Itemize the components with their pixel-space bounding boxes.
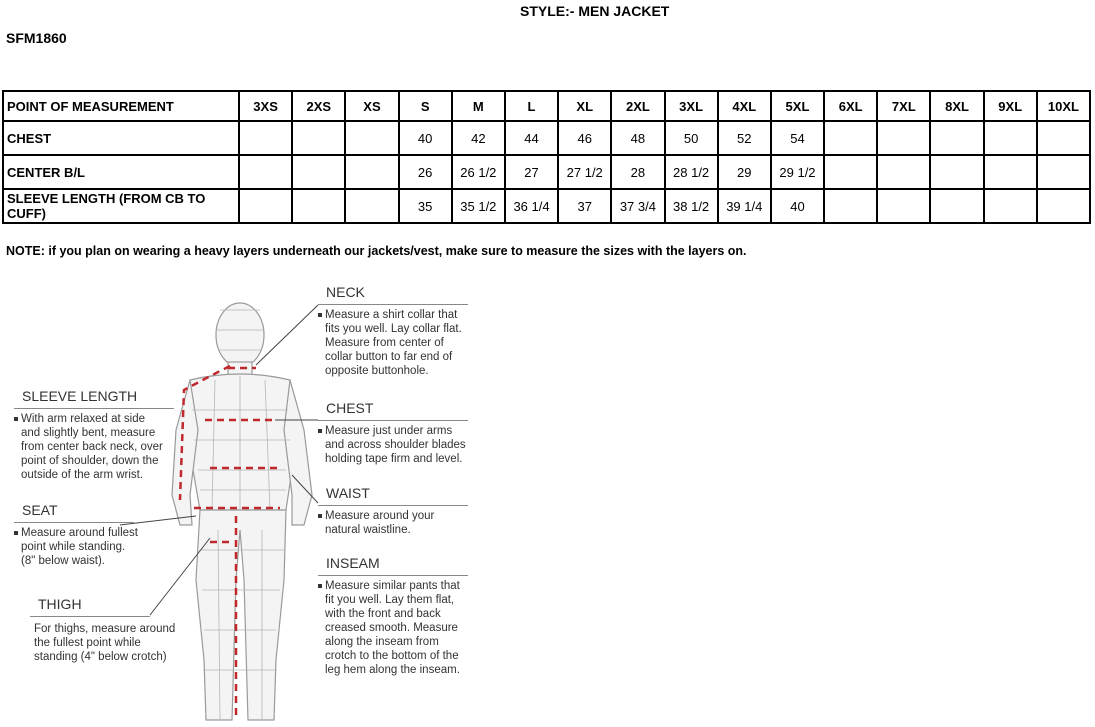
table-cell (1037, 121, 1090, 155)
table-cell: 35 1/2 (452, 189, 505, 223)
table-cell (292, 121, 345, 155)
table-cell: 39 1/4 (718, 189, 771, 223)
table-cell: 26 (399, 155, 452, 189)
table-cell (239, 189, 292, 223)
col-header: 5XL (771, 91, 824, 121)
table-cell: 37 3/4 (611, 189, 664, 223)
table-header-row (3, 91, 1090, 121)
table-cell: 44 (505, 121, 558, 155)
table-cell: 35 (399, 189, 452, 223)
table-cell (984, 121, 1037, 155)
layering-note: NOTE: if you plan on wearing a heavy layers underneath our jackets/vest, make sure to measure the sizes with the layers on. (6, 244, 747, 258)
col-header: 8XL (930, 91, 983, 121)
table-cell (239, 121, 292, 155)
inseam-title: INSEAM (326, 555, 380, 571)
table-cell: 27 (505, 155, 558, 189)
chest-instructions: Measure just under arms and across shoulder blades holding tape firm and level. (318, 424, 466, 466)
table-cell (292, 189, 345, 223)
table-cell (824, 155, 877, 189)
table-cell (239, 155, 292, 189)
thigh-title: THIGH (38, 596, 82, 612)
neck-instructions: Measure a shirt collar that fits you well. Lay collar flat. Measure from center of collar button to far end of opposite buttonhole. (318, 308, 462, 378)
table-cell: SLEEVE LENGTH (FROM CB TO CUFF) (3, 189, 239, 223)
size-chart-table (2, 90, 1091, 224)
table-cell: 26 1/2 (452, 155, 505, 189)
table-cell: 28 1/2 (665, 155, 718, 189)
table-cell: 54 (771, 121, 824, 155)
waist-title: WAIST (326, 485, 370, 501)
table-row (3, 189, 1090, 223)
table-cell: 50 (665, 121, 718, 155)
table-cell (345, 189, 398, 223)
table-cell: 52 (718, 121, 771, 155)
table-cell (292, 155, 345, 189)
thigh-divider (30, 616, 150, 617)
col-header: 9XL (984, 91, 1037, 121)
table-cell: 48 (611, 121, 664, 155)
table-cell: 36 1/4 (505, 189, 558, 223)
table-cell: 40 (771, 189, 824, 223)
table-row (3, 155, 1090, 189)
table-cell: 28 (611, 155, 664, 189)
col-header: 10XL (1037, 91, 1090, 121)
table-cell (984, 189, 1037, 223)
table-row (3, 121, 1090, 155)
table-cell (930, 189, 983, 223)
table-cell (1037, 155, 1090, 189)
table-cell (824, 121, 877, 155)
seat-divider (14, 522, 134, 523)
col-header: 3XS (239, 91, 292, 121)
col-header: 4XL (718, 91, 771, 121)
style-code: SFM1860 (6, 30, 67, 46)
col-header: L (505, 91, 558, 121)
sleeve-divider (14, 408, 174, 409)
table-cell (877, 121, 930, 155)
table-cell: 42 (452, 121, 505, 155)
seat-instructions: Measure around fullest point while standing. (8" below waist). (14, 526, 138, 568)
table-cell: CHEST (3, 121, 239, 155)
sleeve-length-title: SLEEVE LENGTH (22, 388, 138, 404)
col-header: XL (558, 91, 611, 121)
sleeve-instructions: With arm relaxed at side and slightly bent, measure from center back neck, over point of shoulder, down the outside of the arm wrist. (14, 412, 163, 482)
waist-instructions: Measure around your natural waistline. (318, 509, 434, 537)
table-cell: 29 1/2 (771, 155, 824, 189)
waist-divider (318, 505, 468, 506)
table-cell: 40 (399, 121, 452, 155)
col-header: 3XL (665, 91, 718, 121)
table-cell: 27 1/2 (558, 155, 611, 189)
table-cell (877, 155, 930, 189)
col-header: 2XS (292, 91, 345, 121)
inseam-divider (318, 575, 468, 576)
thigh-instructions: For thighs, measure around the fullest point while standing (4" below crotch) (34, 623, 176, 663)
table-cell (1037, 189, 1090, 223)
table-cell: CENTER B/L (3, 155, 239, 189)
chest-title: CHEST (326, 400, 374, 416)
col-header: S (399, 91, 452, 121)
col-header: 7XL (877, 91, 930, 121)
seat-title: SEAT (22, 502, 58, 518)
neck-title: NECK (326, 284, 365, 300)
table-cell (345, 121, 398, 155)
table-cell: 29 (718, 155, 771, 189)
col-header: 2XL (611, 91, 664, 121)
col-header: XS (345, 91, 398, 121)
col-header: 6XL (824, 91, 877, 121)
table-cell (877, 189, 930, 223)
table-cell (824, 189, 877, 223)
col-header: POINT OF MEASUREMENT (3, 91, 239, 121)
table-cell (930, 121, 983, 155)
measurement-diagram (0, 280, 500, 727)
table-cell: 38 1/2 (665, 189, 718, 223)
chest-divider (318, 420, 468, 421)
col-header: M (452, 91, 505, 121)
table-cell (930, 155, 983, 189)
table-cell: 46 (558, 121, 611, 155)
style-title: STYLE:- MEN JACKET (520, 3, 670, 19)
neck-divider (318, 304, 468, 305)
inseam-instructions: Measure similar pants that fit you well. Lay them flat, with the front and back creased smooth. Measure along the inseam from crotch to the bottom of the leg hem along the inseam. (318, 579, 460, 677)
table-cell: 37 (558, 189, 611, 223)
table-cell (345, 155, 398, 189)
table-cell (984, 155, 1037, 189)
